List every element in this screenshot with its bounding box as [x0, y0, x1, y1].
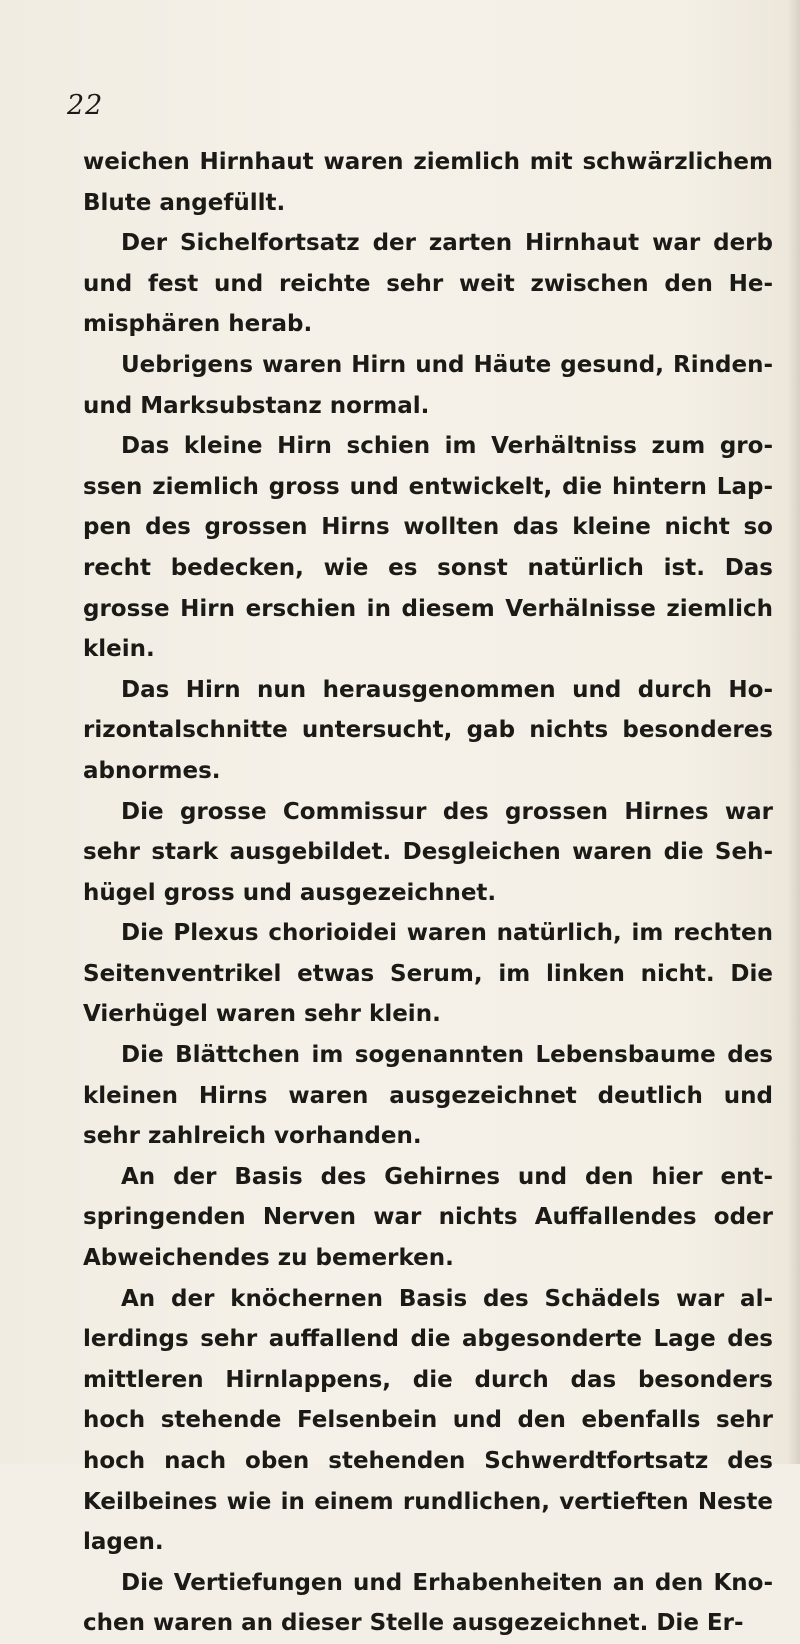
paragraph-4: Das kleine Hirn schien im Verhältniss zum grossen ziemlich gross und entwickelt, die hintern Lappen des grossen Hirns wollten das kleine nicht so recht bedecken, wie es sonst natürlich ist. Das grosse Hirn erschien in diesem Verhälnisse ziemlich klein.: [83, 433, 773, 663]
body-text: [83, 142, 773, 1644]
page-edge-shadow: [788, 0, 800, 1464]
paragraph-11: Die Vertiefungen und Erhabenheiten an den Knochen waren an dieser Stelle ausgezeichnet. Die Er-: [83, 1569, 773, 1637]
paragraph-1: weichen Hirnhaut waren ziemlich mit schwärzlichem Blute angefüllt.: [83, 149, 773, 216]
paragraph-2: Der Sichelfortsatz der zarten Hirnhaut war derb und fest und reichte sehr weit zwischen den Hemisphären herab.: [83, 230, 773, 338]
paragraph-8: Die Blättchen im sogenannten Lebensbaume des kleinen Hirns waren ausgezeichnet deutlich und sehr zahlreich vorhanden.: [83, 1042, 773, 1150]
paragraph-3: Uebrigens waren Hirn und Häute gesund, Rinden- und Marksubstanz normal.: [83, 351, 773, 419]
paragraph-9: An der Basis des Gehirnes und den hier entspringenden Nerven war nichts Auffallendes oder Abweichendes zu bemerken.: [83, 1163, 773, 1272]
paragraph-10: An der knöchernen Basis des Schädels war allerdings sehr auffallend die abgesonderte Lage des mittleren Hirnlappens, die durch das besonders hoch stehende Felsenbein und den ebenfalls sehr hoch nach oben stehenden Schwerdtfortsatz des Keilbeines wie in einem rundlichen, vertieften Neste lagen.: [83, 1285, 773, 1556]
paragraph-6: Die grosse Commissur des grossen Hirnes war sehr stark ausgebildet. Desgleichen waren die Sehhügel gross und ausgezeichnet.: [83, 798, 773, 906]
paragraph-5: Das Hirn nun herausgenommen und durch Horizontalschnitte untersucht, gab nichts besonderes abnormes.: [83, 676, 773, 784]
paragraph-7: Die Plexus chorioidei waren natürlich, im rechten Seitenventrikel etwas Serum, im linken nicht. Die Vierhügel waren sehr klein.: [83, 920, 773, 1028]
page-number: 22: [67, 90, 104, 121]
